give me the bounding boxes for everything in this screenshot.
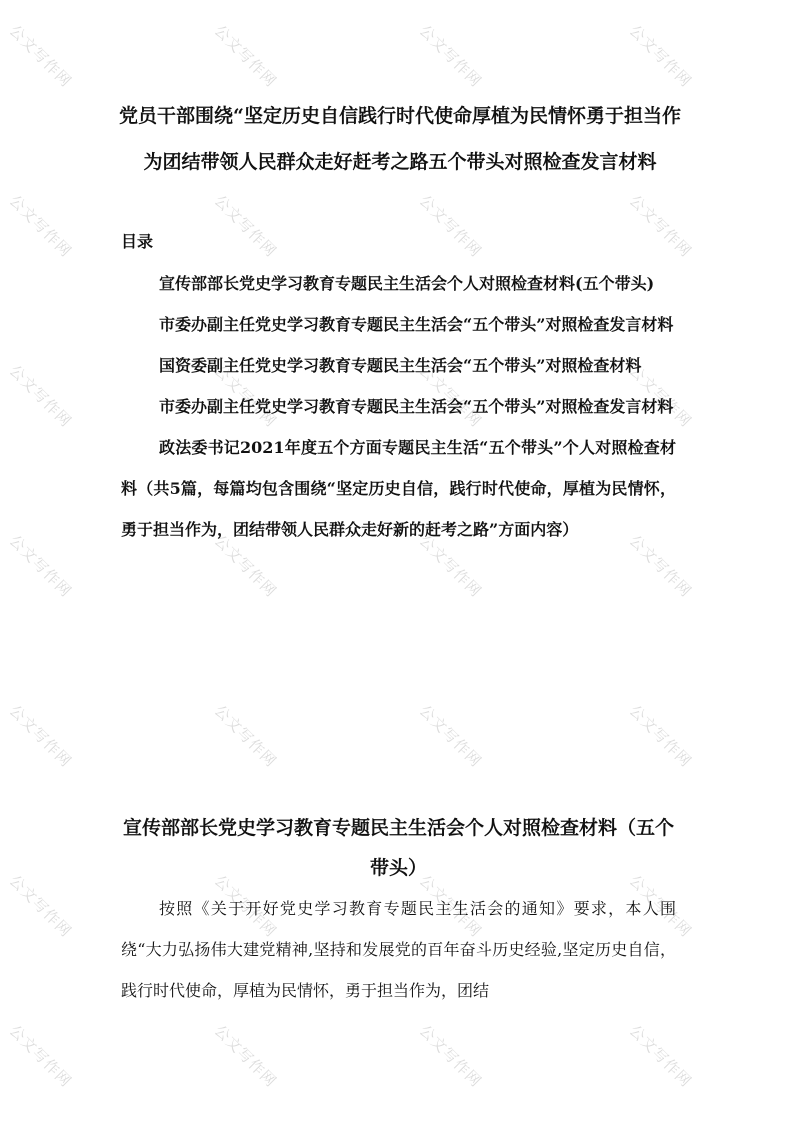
watermark: 公文写作网 [5,191,76,261]
watermark: 公文写作网 [625,871,696,941]
watermark: 公文写作网 [210,361,281,431]
watermark: 公文写作网 [5,531,76,601]
watermark: 公文写作网 [415,871,486,941]
watermark: 公文写作网 [415,701,486,771]
toc-item[interactable]: 市委办副主任党史学习教育专题民主生活会“五个带头”对照检查发言材料 [159,397,674,416]
watermark: 公文写作网 [210,531,281,601]
watermark: 公文写作网 [415,361,486,431]
watermark: 公文写作网 [625,531,696,601]
watermark: 公文写作网 [625,361,696,431]
toc-heading: 目录 [121,232,154,251]
watermark: 公文写作网 [625,191,696,261]
body-paragraph: 按照《关于开好党史学习教育专题民主生活会的通知》要求，本人围绕“大力弘扬伟大建党精神,坚持和发展党的百年奋斗历史经验,坚定历史自信，践行时代使命，厚植为民情怀，勇于担当作为，团结 [121,899,676,1000]
watermark: 公文写作网 [5,871,76,941]
watermark: 公文写作网 [5,361,76,431]
watermark: 公文写作网 [210,701,281,771]
watermark: 公文写作网 [625,21,696,91]
table-of-contents [121,263,676,550]
watermark: 公文写作网 [5,21,76,91]
watermark: 公文写作网 [210,191,281,261]
toc-item[interactable]: 政法委书记2021年度五个方面专题民主生活“五个带头”个人对照检查材料（共5篇，每篇均包含围绕“坚定历史自信，践行时代使命，厚植为民情怀，勇于担当作为，团结带领人民群众走好新的赶考之路”方面内容） [121,438,676,539]
document-title: 党员干部围绕“坚定历史自信践行时代使命厚植为民情怀勇于担当作为团结带领人民群众走好赶考之路五个带头对照检查发言材料 [119,105,681,173]
watermark: 公文写作网 [415,191,486,261]
watermark: 公文写作网 [625,1021,696,1091]
toc-item[interactable]: 国资委副主任党史学习教育专题民主生活会“五个带头”对照检查材料 [159,356,642,375]
watermark: 公文写作网 [625,701,696,771]
toc-item[interactable]: 宣传部部长党史学习教育专题民主生活会个人对照检查材料(五个带头) [159,274,655,293]
watermark: 公文写作网 [415,21,486,91]
watermark: 公文写作网 [210,1021,281,1091]
watermark: 公文写作网 [210,21,281,91]
watermark: 公文写作网 [415,1021,486,1091]
watermark: 公文写作网 [415,531,486,601]
toc-item[interactable]: 市委办副主任党史学习教育专题民主生活会“五个带头”对照检查发言材料 [159,315,674,334]
watermark: 公文写作网 [210,871,281,941]
section-title: 宣传部部长党史学习教育专题民主生活会个人对照检查材料（五个带头） [122,817,674,879]
watermark: 公文写作网 [5,1021,76,1091]
watermark: 公文写作网 [5,701,76,771]
